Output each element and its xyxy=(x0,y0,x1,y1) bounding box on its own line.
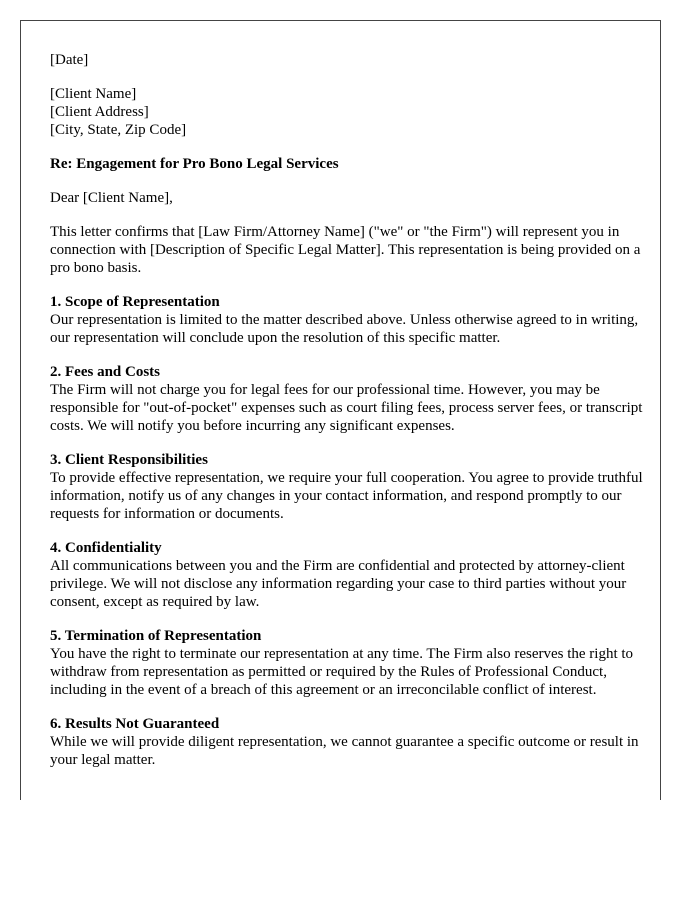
section-results xyxy=(50,715,650,769)
client-city-line: [City, State, Zip Code] xyxy=(50,122,187,138)
section-body: While we will provide diligent representation, we cannot guarantee a specific outcome or result in your legal matter. xyxy=(50,734,639,768)
section-body: The Firm will not charge you for legal fees for our professional time. However, you may be responsible for "out-of-pocket" expenses such as court filing fees, process server fees, or transcript costs. We will notify you before incurring any significant expenses. xyxy=(50,382,643,434)
letter-content xyxy=(50,51,650,785)
salutation-block xyxy=(50,189,650,207)
section-body: You have the right to terminate our representation at any time. The Firm also reserves the right to withdraw from representation as permitted or required by the Rules of Professional Conduct, including in the event of a breach of this agreement or an irreconcilable conflict of interest. xyxy=(50,646,634,698)
section-client-responsibilities xyxy=(50,451,650,523)
section-fees xyxy=(50,363,650,435)
letter-page xyxy=(20,20,661,800)
section-body: Our representation is limited to the matter described above. Unless otherwise agreed to in writing, our representation will conclude upon the resolution of this specific matter. xyxy=(50,312,639,346)
section-body: All communications between you and the Firm are confidential and protected by attorney-client privilege. We will not disclose any information regarding your case to third parties without your consent, except as required by law. xyxy=(50,558,627,610)
client-address-block xyxy=(50,85,650,139)
section-title: 6. Results Not Guaranteed xyxy=(50,716,220,732)
section-title: 4. Confidentiality xyxy=(50,540,162,556)
intro-paragraph: This letter confirms that [Law Firm/Attorney Name] ("we" or "the Firm") will represent you in connection with [Description of Specific Legal Matter]. This representation is being provided on a pro bono basis. xyxy=(50,224,641,276)
section-title: 2. Fees and Costs xyxy=(50,364,161,380)
section-title: 3. Client Responsibilities xyxy=(50,452,208,468)
letter-date: [Date] xyxy=(50,52,89,68)
intro-block xyxy=(50,223,650,277)
client-name-line: [Client Name] xyxy=(50,86,137,102)
section-scope xyxy=(50,293,650,347)
salutation: Dear [Client Name], xyxy=(50,190,173,206)
subject-block xyxy=(50,155,650,173)
date-block xyxy=(50,51,650,69)
section-title: 1. Scope of Representation xyxy=(50,294,220,310)
subject-line: Re: Engagement for Pro Bono Legal Services xyxy=(50,156,339,172)
section-termination xyxy=(50,627,650,699)
section-confidentiality xyxy=(50,539,650,611)
client-address-line: [Client Address] xyxy=(50,104,149,120)
section-title: 5. Termination of Representation xyxy=(50,628,262,644)
section-body: To provide effective representation, we require your full cooperation. You agree to provide truthful information, notify us of any changes in your contact information, and respond promptly to our requests for information or documents. xyxy=(50,470,643,522)
